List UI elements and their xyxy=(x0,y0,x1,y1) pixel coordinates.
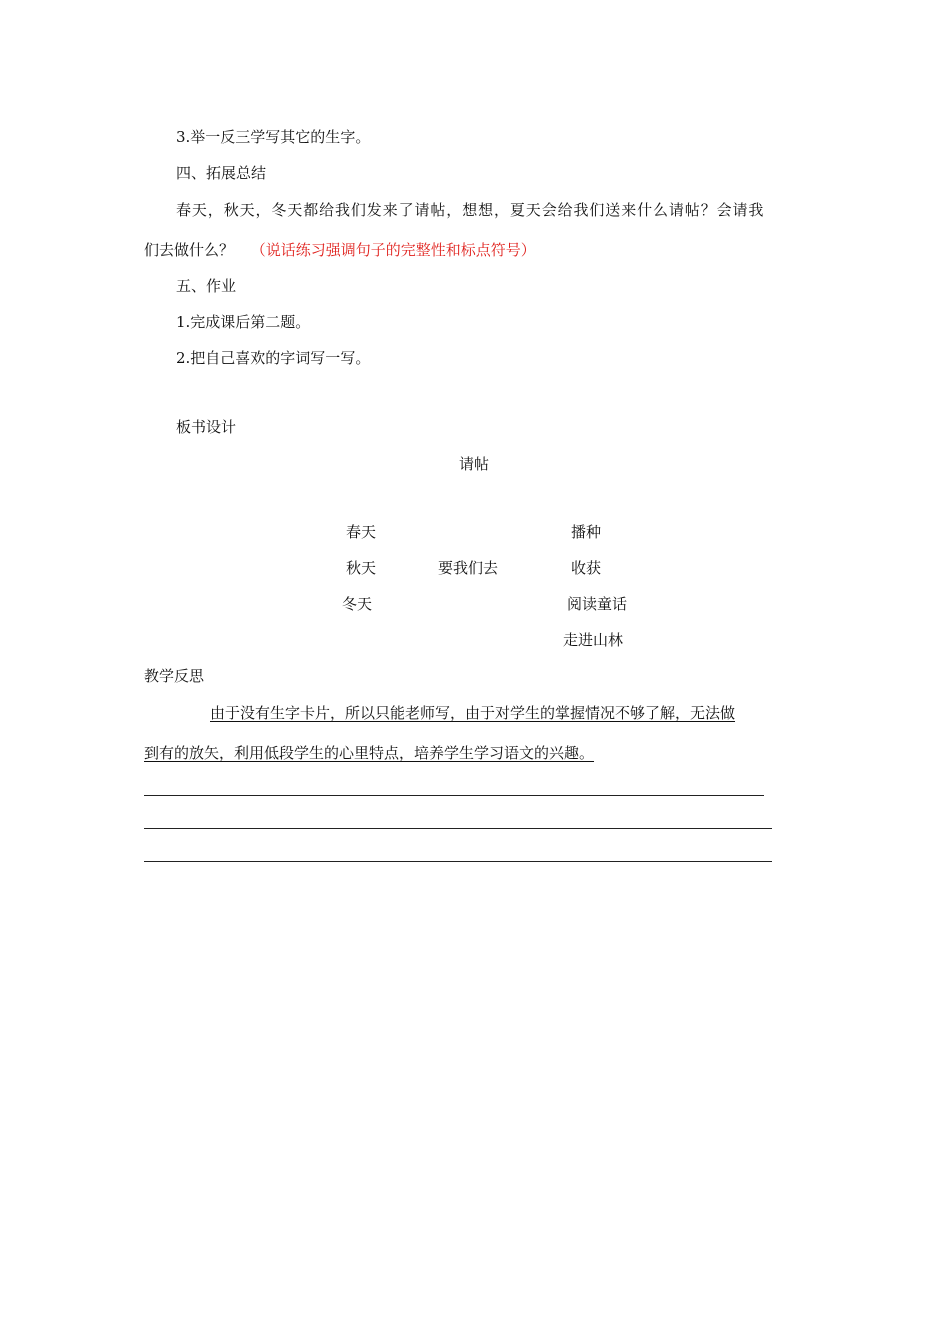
blank-writing-line xyxy=(144,861,772,862)
section-4-heading: 四、拓展总结 xyxy=(176,164,267,182)
board-left-item: 冬天 xyxy=(342,595,373,613)
reflection-line-2 xyxy=(144,743,608,763)
blank-writing-line xyxy=(144,828,772,829)
paragraph-line-1: 春天，秋天，冬天都给我们发来了请帖，想想，夏天会给我们送来什么请帖？会请我 xyxy=(176,201,765,219)
board-right-item: 播种 xyxy=(571,523,602,541)
paragraph-question: 们去做什么？ xyxy=(144,241,235,259)
board-left-item: 秋天 xyxy=(346,559,377,577)
board-design-label: 板书设计 xyxy=(176,418,237,436)
paragraph-line-2 xyxy=(144,240,536,260)
reflection-text-2: 到有的放矢，利用低段学生的心里特点，培养学生学习语文的兴趣。 xyxy=(144,744,595,762)
board-right-item: 阅读童话 xyxy=(567,595,628,613)
board-right-item: 收获 xyxy=(571,559,602,577)
section-5-heading: 五、作业 xyxy=(176,277,237,295)
step-3-text: 3.举一反三学写其它的生字。 xyxy=(176,128,371,146)
board-middle-text: 要我们去 xyxy=(438,559,499,577)
reflection-text-1: 由于没有生字卡片，所以只能老师写，由于对学生的掌握情况不够了解，无法做 xyxy=(210,704,736,722)
reflection-line-1 xyxy=(144,703,735,723)
homework-item-1: 1.完成课后第二题。 xyxy=(176,313,311,331)
homework-item-2: 2.把自己喜欢的字词写一写。 xyxy=(176,349,371,367)
board-right-item: 走进山林 xyxy=(563,631,624,649)
board-title: 请帖 xyxy=(459,455,490,473)
reflection-label: 教学反思 xyxy=(144,667,205,685)
teaching-note: （说话练习强调句子的完整性和标点符号） xyxy=(250,241,536,259)
board-left-item: 春天 xyxy=(346,523,377,541)
blank-writing-line xyxy=(144,795,764,796)
